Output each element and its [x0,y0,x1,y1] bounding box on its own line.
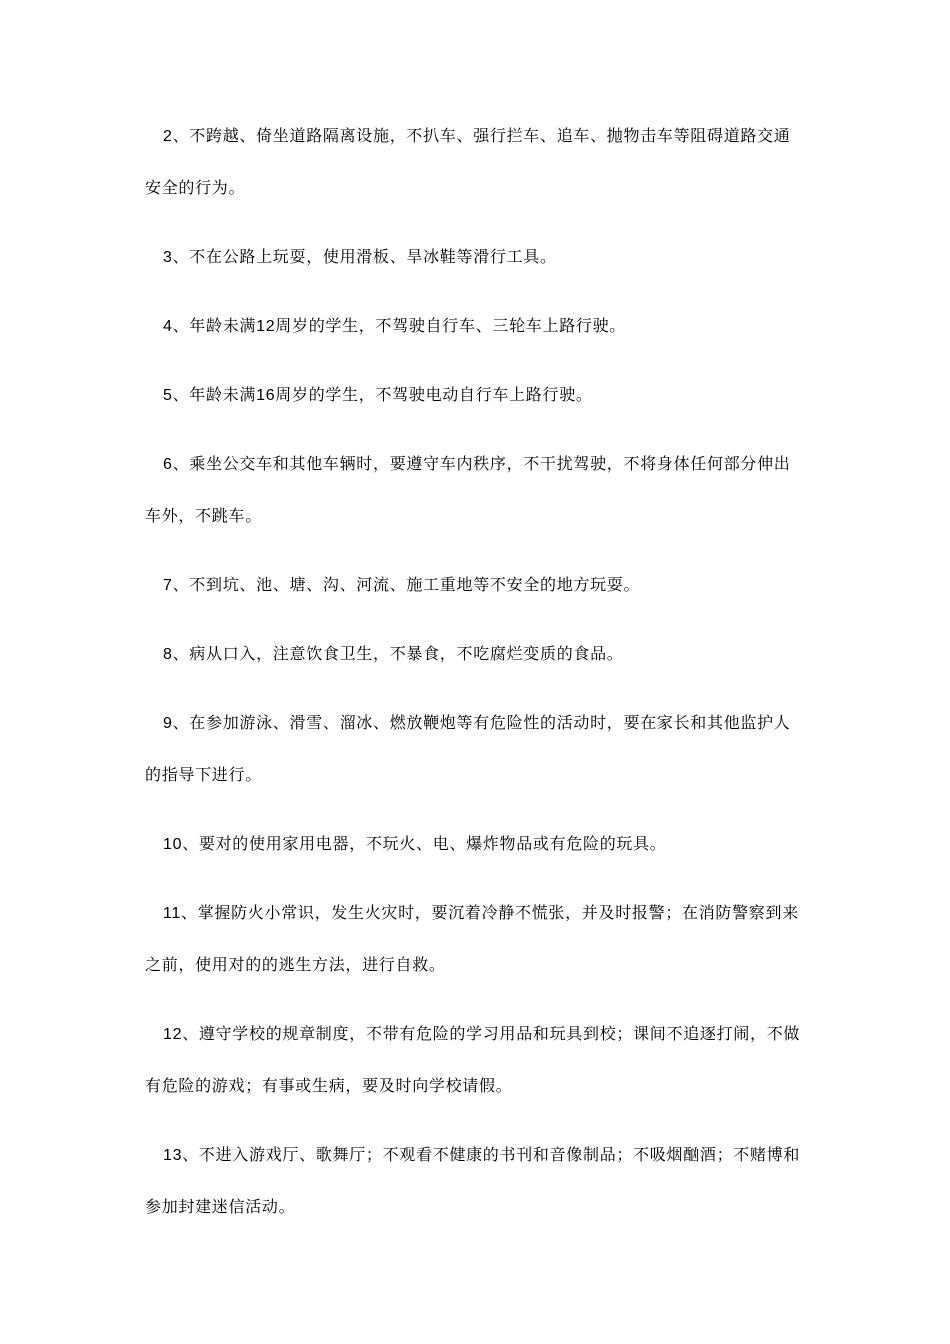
list-item-11 [145,888,850,992]
list-item-10 [145,819,850,871]
list-item-9 [145,698,850,802]
list-item-8 [145,629,850,681]
list-item-2 [145,111,850,215]
paragraph-line: 2、不跨越、倚坐道路隔离设施，不扒车、强行拦车、追车、抛物击车等阻碍道路交通 [163,128,791,145]
list-item-13 [145,1130,850,1234]
paragraph-line: 11、掌握防火小常识，发生火灾时，要沉着冷静不慌张，并及时报警；在消防警察到来 [163,905,799,922]
paragraph-line: 12、遵守学校的规章制度，不带有危险的学习用品和玩具到校；课间不追逐打闹，不做 [163,1026,801,1043]
paragraph-line: 8、病从口入，注意饮食卫生，不暴食，不吃腐烂变质的食品。 [163,646,624,663]
list-item-5 [145,370,850,422]
paragraph-line: 4、年龄未满12周岁的学生，不驾驶自行车、三轮车上路行驶。 [163,318,626,335]
paragraph-line: 的指导下进行。 [145,767,262,784]
paragraph-line: 车外，不跳车。 [145,508,262,525]
paragraph-line: 参加封建迷信活动。 [145,1199,296,1216]
paragraph-line: 5、年龄未满16周岁的学生，不驾驶电动自行车上路行驶。 [163,387,593,404]
paragraph-line: 有危险的游戏；有事或生病，要及时向学校请假。 [145,1078,513,1095]
list-item-6 [145,439,850,543]
paragraph-line: 安全的行为。 [145,180,246,197]
paragraph-line: 13、不进入游戏厅、歌舞厅；不观看不健康的书刊和音像制品；不吸烟酗酒；不赌博和 [163,1147,801,1164]
list-item-3 [145,232,850,284]
list-item-4 [145,301,850,353]
paragraph-line: 6、乘坐公交车和其他车辆时，要遵守车内秩序，不干扰驾驶，不将身体任何部分伸出 [163,456,791,473]
paragraph-line: 3、不在公路上玩耍，使用滑板、旱冰鞋等滑行工具。 [163,249,557,266]
paragraph-line: 之前，使用对的的逃生方法，进行自救。 [145,957,446,974]
list-item-12 [145,1009,850,1113]
list-item-7 [145,560,850,612]
paragraph-line: 7、不到坑、池、塘、沟、河流、施工重地等不安全的地方玩耍。 [163,577,641,594]
paragraph-line: 9、在参加游泳、滑雪、溜冰、燃放鞭炮等有危险性的活动时，要在家长和其他监护人 [163,715,791,732]
paragraph-line: 10、要对的使用家用电器，不玩火、电、爆炸物品或有危险的玩具。 [163,836,667,853]
